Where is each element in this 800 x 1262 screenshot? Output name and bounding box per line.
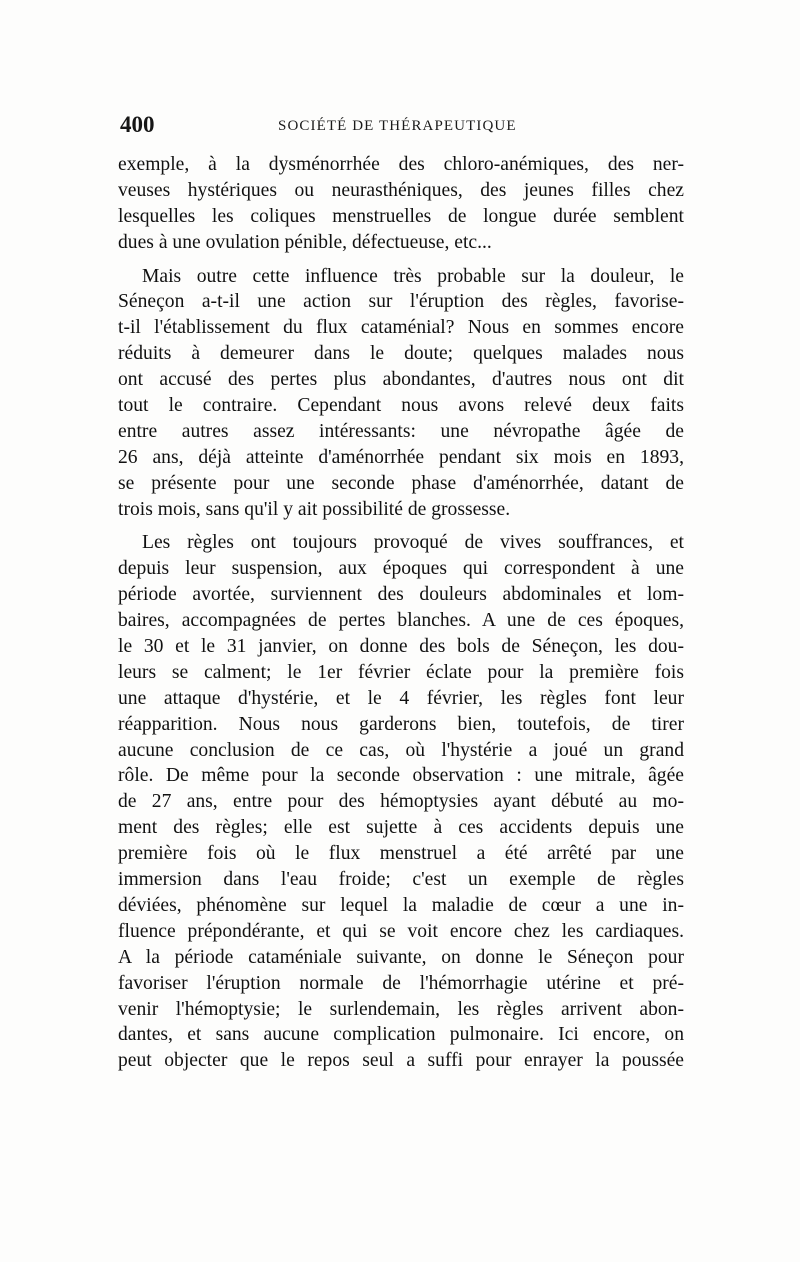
text-line: baires, accompagnées de pertes blanches. A une de ces époques,	[118, 610, 684, 632]
text-line: tout le contraire. Cependant nous avons relevé deux faits	[118, 395, 684, 417]
text-line: réapparition. Nous nous garderons bien, toutefois, de tirer	[118, 713, 684, 735]
text-line: exemple, à la dysménorrhée des chloro-anémiques, des ner-	[118, 154, 684, 175]
text-line: une attaque d'hystérie, et le 4 février, les règles font leur	[118, 687, 684, 709]
text-line: première fois où le flux menstruel a été arrêté par une	[118, 843, 684, 865]
paragraph	[118, 152, 684, 256]
text-line: entre autres assez intéressants: une névropathe âgée de	[118, 420, 684, 442]
text-line: favoriser l'éruption normale de l'hémorrhagie utérine et pré-	[118, 972, 684, 994]
body-text	[118, 152, 684, 1074]
text-line: Mais outre cette influence très probable sur la douleur, le	[142, 265, 684, 287]
text-line: Les règles ont toujours provoqué de vives souffrances, et	[142, 532, 684, 554]
text-line: fluence prépondérante, et qui se voit encore chez les cardiaques.	[118, 920, 684, 942]
text-line: rôle. De même pour la seconde observation : une mitrale, âgée	[118, 765, 684, 787]
text-line: depuis leur suspension, aux époques qui correspondent à une	[118, 558, 684, 580]
page-number: 400	[120, 112, 155, 137]
running-head: SOCIÉTÉ DE THÉRAPEUTIQUE	[278, 118, 517, 134]
text-line: dues à une ovulation pénible, défectueuse, etc...	[118, 231, 492, 253]
text-line: dantes, et sans aucune complication pulmonaire. Ici encore, on	[118, 1024, 684, 1046]
text-line: réduits à demeurer dans le doute; quelques malades nous	[118, 343, 684, 365]
text-line: trois mois, sans qu'il y ait possibilité de grossesse.	[118, 498, 511, 520]
text-line: A la période cataméniale suivante, on donne le Séneçon pour	[118, 946, 684, 968]
text-line: période avortée, surviennent des douleurs abdominales et lom-	[118, 584, 684, 606]
paragraph	[118, 264, 684, 523]
page-header	[118, 112, 684, 146]
text-line: ment des règles; elle est sujette à ces accidents depuis une	[118, 817, 684, 839]
paragraph	[118, 530, 684, 1074]
text-line: se présente pour une seconde phase d'aménorrhée, datant de	[118, 472, 684, 494]
paragraph-gap	[118, 522, 684, 530]
text-line: ont accusé des pertes plus abondantes, d'autres nous ont dit	[118, 369, 684, 391]
text-line: peut objecter que le repos seul a suffi pour enrayer la poussée	[118, 1050, 684, 1072]
text-line: lesquelles les coliques menstruelles de longue durée semblent	[118, 205, 684, 227]
text-line: leurs se calment; le 1er février éclate pour la première fois	[118, 661, 684, 683]
text-line: déviées, phénomène sur lequel la maladie de cœur a une in-	[118, 894, 684, 916]
text-line: 26 ans, déjà atteinte d'aménorrhée pendant six mois en 1893,	[118, 446, 684, 468]
text-line: le 30 et le 31 janvier, on donne des bols de Séneçon, les dou-	[118, 636, 684, 658]
paragraph-gap	[118, 256, 684, 264]
text-line: venir l'hémoptysie; le surlendemain, les règles arrivent abon-	[118, 998, 684, 1020]
text-line: immersion dans l'eau froide; c'est un exemple de règles	[118, 869, 684, 891]
text-line: de 27 ans, entre pour des hémoptysies ayant débuté au mo-	[118, 791, 684, 813]
text-line: t-il l'établissement du flux cataménial? Nous en sommes encore	[118, 317, 684, 339]
text-line: veuses hystériques ou neurasthéniques, des jeunes filles chez	[118, 179, 684, 201]
text-line: aucune conclusion de ce cas, où l'hystérie a joué un grand	[118, 739, 684, 761]
text-line: Séneçon a-t-il une action sur l'éruption des règles, favorise-	[118, 291, 684, 313]
